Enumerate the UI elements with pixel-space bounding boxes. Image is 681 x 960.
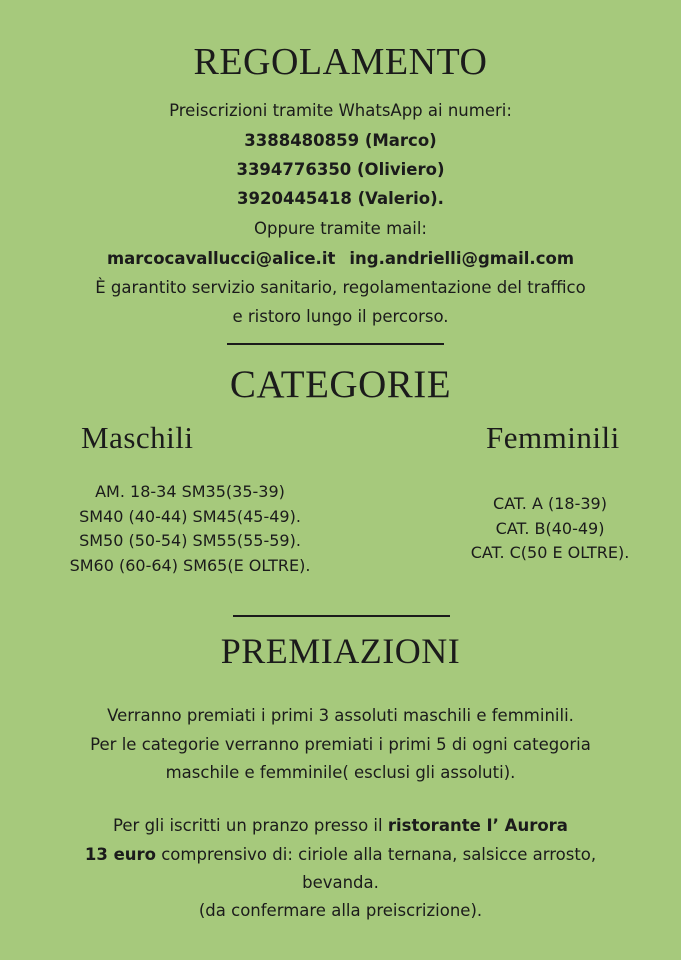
- maschili-line: SM40 (40-44) SM45(45-49).: [79, 506, 301, 526]
- maschili-line: SM50 (50-54) SM55(55-59).: [79, 531, 301, 550]
- lunch-prefix: Per gli iscritti un pranzo presso il: [113, 816, 388, 835]
- email-row: [0, 249, 681, 268]
- maschili-line: AM. 18-34 SM35(35-39): [95, 482, 285, 501]
- maschili-list: [30, 480, 350, 578]
- lunch-note: (da confermare alla preiscrizione).: [198, 901, 483, 920]
- femminili-line: CAT. B(40-49): [495, 518, 605, 538]
- femminili-title: Femminili: [486, 420, 620, 455]
- divider-2: [233, 615, 450, 617]
- maschili-line: SM60 (60-64) SM65(E OLTRE).: [69, 555, 311, 575]
- lunch-menu: comprensivo di: ciriole alla ternana, salsicce arrosto,: [155, 845, 597, 864]
- whatsapp-intro: Preiscrizioni tramite WhatsApp ai numeri:: [169, 101, 512, 120]
- services-line-2: e ristoro lungo il percorso.: [232, 307, 449, 326]
- femminili-line: CAT. A (18-39): [493, 494, 607, 513]
- femminili-line: CAT. C(50 E OLTRE).: [470, 543, 630, 562]
- phone-oliviero: 3394776350 (Oliviero): [236, 160, 445, 179]
- regolamento-title: REGOLAMENTO: [193, 41, 488, 83]
- lunch-line-1: [0, 816, 681, 835]
- lunch-line-2: [0, 845, 681, 864]
- maschili-title: Maschili: [81, 420, 194, 455]
- phone-valerio: 3920445418 (Valerio).: [237, 189, 444, 208]
- lunch-line-3: bevanda.: [302, 873, 379, 892]
- services-line-1: È garantito servizio sanitario, regolamentazione del traffico: [95, 278, 586, 297]
- lunch-price: 13 euro: [84, 845, 156, 864]
- premiazioni-title: PREMIAZIONI: [220, 631, 461, 671]
- premiazioni-line-3: maschile e femminile( esclusi gli assoluti).: [165, 763, 516, 782]
- restaurant-name: ristorante I’ Aurora: [387, 816, 568, 835]
- mail-intro: Oppure tramite mail:: [253, 219, 427, 238]
- divider-1: [227, 343, 444, 345]
- femminili-list: [440, 492, 660, 566]
- categorie-title: CATEGORIE: [229, 363, 452, 406]
- email-andrielli[interactable]: ing.andrielli@gmail.com: [349, 249, 575, 268]
- email-marco[interactable]: marcocavallucci@alice.it: [106, 249, 336, 268]
- premiazioni-line-2: Per le categorie verranno premiati i primi 5 di ogni categoria: [90, 735, 591, 754]
- premiazioni-line-1: Verranno premiati i primi 3 assoluti maschili e femminili.: [107, 706, 574, 725]
- phone-marco: 3388480859 (Marco): [244, 131, 437, 150]
